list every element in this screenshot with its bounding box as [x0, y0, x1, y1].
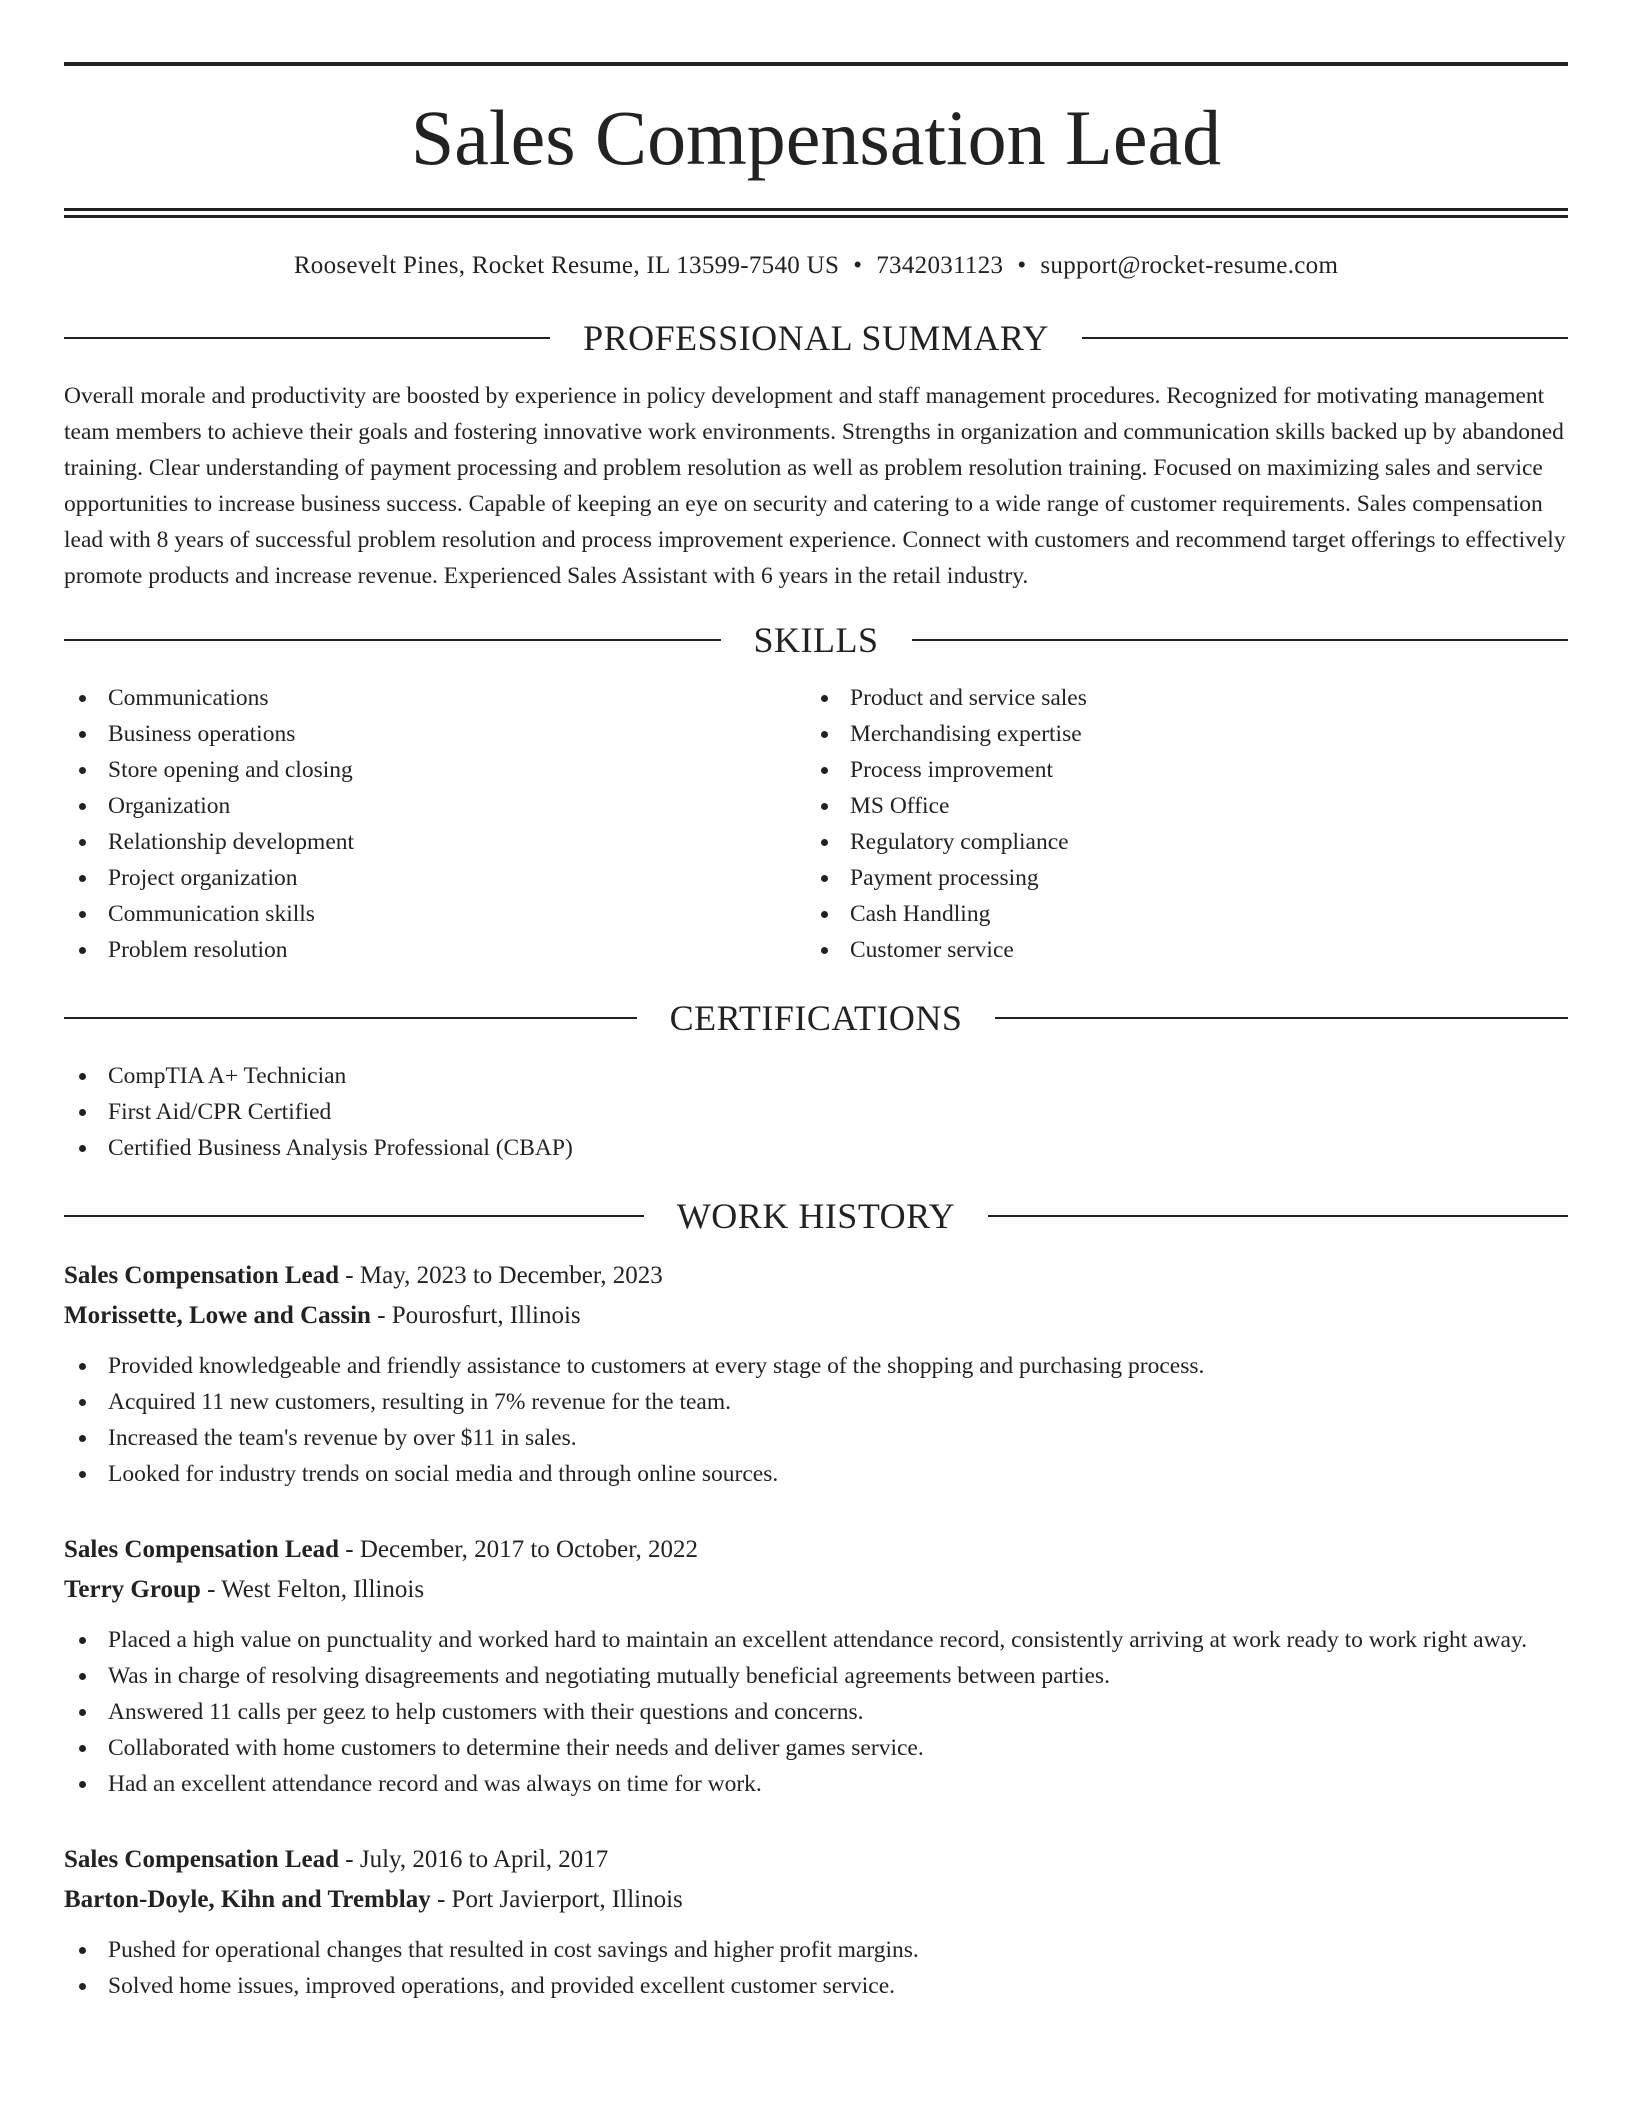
candidate-name: Sales Compensation Lead [410, 94, 1222, 181]
section-title-work-history: WORK HISTORY [676, 1196, 956, 1236]
section-title-certifications: CERTIFICATIONS [669, 998, 963, 1038]
contact-line [64, 218, 1568, 314]
skill-item: Relationship development [64, 824, 806, 860]
job-location: West Felton, Illinois [221, 1576, 425, 1603]
section-header-certifications [64, 994, 1568, 1042]
contact-separator: • [853, 252, 863, 279]
job-title: Sales Compensation Lead [64, 1262, 340, 1289]
section-header-skills [64, 616, 1568, 664]
contact-email: support@rocket-resume.com [1040, 252, 1339, 279]
job-dash: - [430, 1886, 452, 1913]
job-bullet: Acquired 11 new customers, resulting in 7% revenue for the team. [64, 1384, 1568, 1420]
certification-item: Certified Business Analysis Professional (CBAP) [64, 1130, 1568, 1166]
section-title-skills: SKILLS [753, 620, 879, 660]
job-bullet: Provided knowledgeable and friendly assistance to customers at every stage of the shopping and purchasing process. [64, 1348, 1568, 1384]
job-location: Pourosfurt, Illinois [391, 1302, 581, 1329]
skill-item: Customer service [806, 932, 1548, 968]
job-entry [64, 1530, 1568, 1802]
job-bullet: Was in charge of resolving disagreements and negotiating mutually beneficial agreements between parties. [64, 1658, 1568, 1694]
job-bullet: Looked for industry trends on social media and through online sources. [64, 1456, 1568, 1492]
skill-item: Regulatory compliance [806, 824, 1548, 860]
contact-separator: • [1017, 252, 1027, 279]
skill-item: Merchandising expertise [806, 716, 1548, 752]
contact-address: Roosevelt Pines, Rocket Resume, IL 13599-7540 US [293, 252, 840, 279]
job-company-line [64, 1296, 1568, 1336]
job-title: Sales Compensation Lead [64, 1536, 340, 1563]
job-bullet: Answered 11 calls per geez to help customers with their questions and concerns. [64, 1694, 1568, 1730]
certifications-list [64, 1058, 1568, 1166]
section-rule-right [995, 1017, 1568, 1019]
section-rule-right [988, 1215, 1568, 1217]
section-header-work-history [64, 1192, 1568, 1240]
job-location: Port Javierport, Illinois [451, 1886, 683, 1913]
job-bullet: Pushed for operational changes that resulted in cost savings and higher profit margins. [64, 1932, 1568, 1968]
section-rule-left [64, 639, 721, 641]
section-rule-right [912, 639, 1569, 641]
job-dash: - [339, 1846, 360, 1873]
job-dash: - [200, 1576, 222, 1603]
job-bullet: Had an excellent attendance record and was always on time for work. [64, 1766, 1568, 1802]
job-title-line [64, 1530, 1568, 1570]
resume-page [64, 62, 1568, 2004]
job-bullet: Collaborated with home customers to determine their needs and deliver games service. [64, 1730, 1568, 1766]
job-company: Terry Group [64, 1576, 201, 1603]
double-rule [64, 208, 1568, 218]
skill-item: Communications [64, 680, 806, 716]
section-rule-right [1082, 337, 1568, 339]
job-bullet: Solved home issues, improved operations, and provided excellent customer service. [64, 1968, 1568, 2004]
job-dash: - [370, 1302, 392, 1329]
job-dates: May, 2023 to December, 2023 [359, 1262, 663, 1289]
job-bullet: Increased the team's revenue by over $11 in sales. [64, 1420, 1568, 1456]
job-bullet: Placed a high value on punctuality and worked hard to maintain an excellent attendance record, consistently arriving at work ready to work right away. [64, 1622, 1568, 1658]
skill-item: Problem resolution [64, 932, 806, 968]
skill-item: Business operations [64, 716, 806, 752]
skill-item: Store opening and closing [64, 752, 806, 788]
section-rule-left [64, 337, 550, 339]
job-company-line [64, 1880, 1568, 1920]
job-company: Barton-Doyle, Kihn and Tremblay [64, 1886, 431, 1913]
job-title-line [64, 1256, 1568, 1296]
skill-item: Project organization [64, 860, 806, 896]
job-dash: - [339, 1262, 360, 1289]
job-company: Morissette, Lowe and Cassin [64, 1302, 371, 1329]
contact-phone: 7342031123 [876, 252, 1004, 279]
summary-text: Overall morale and productivity are boosted by experience in policy development and staff management procedures. Recognized for motivating management team members to achieve their goals and fostering innovative work environments. Strengths in organization and communication skills backed up by abandoned training. Clear understanding of payment processing and problem resolution as well as problem resolution training. Focused on maximizing sales and service opportunities to increase business success. Capable of keeping an eye on security and catering to a wide range of customer requirements. Sales compensation lead with 8 years of successful problem resolution and process improvement experience. Connect with customers and recommend target offerings to effectively promote products and increase revenue. Experienced Sales Assistant with 6 years in the retail industry. [64, 383, 1566, 589]
job-entry [64, 1256, 1568, 1492]
skill-item: MS Office [806, 788, 1548, 824]
skill-item: Organization [64, 788, 806, 824]
job-bullets [64, 1348, 1568, 1492]
skills-list-right [806, 680, 1548, 968]
skill-item: Payment processing [806, 860, 1548, 896]
job-title: Sales Compensation Lead [64, 1846, 340, 1873]
job-bullets [64, 1932, 1568, 2004]
job-bullets [64, 1622, 1568, 1802]
skills-columns [64, 680, 1568, 968]
section-rule-left [64, 1017, 637, 1019]
job-entry [64, 1840, 1568, 2004]
skill-item: Product and service sales [806, 680, 1548, 716]
section-header-summary [64, 314, 1568, 362]
skill-item: Cash Handling [806, 896, 1548, 932]
skill-item: Communication skills [64, 896, 806, 932]
job-dash: - [339, 1536, 360, 1563]
section-rule-left [64, 1215, 644, 1217]
skills-list-left [64, 680, 806, 968]
job-title-line [64, 1840, 1568, 1880]
certification-item: CompTIA A+ Technician [64, 1058, 1568, 1094]
job-dates: July, 2016 to April, 2017 [359, 1846, 609, 1873]
job-dates: December, 2017 to October, 2022 [359, 1536, 699, 1563]
job-company-line [64, 1570, 1568, 1610]
certification-item: First Aid/CPR Certified [64, 1094, 1568, 1130]
section-title-summary: PROFESSIONAL SUMMARY [583, 318, 1049, 358]
skill-item: Process improvement [806, 752, 1548, 788]
